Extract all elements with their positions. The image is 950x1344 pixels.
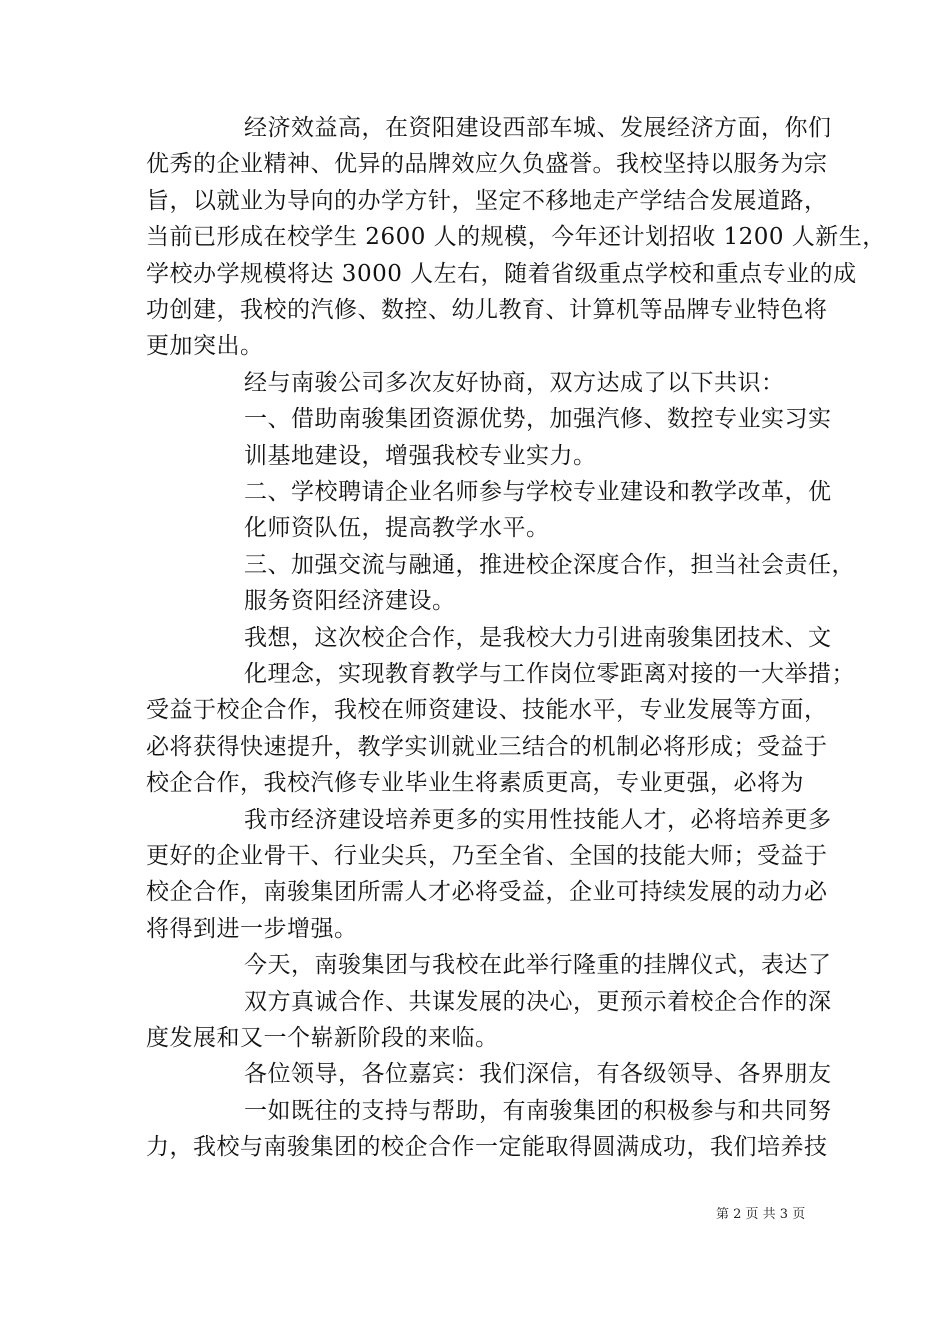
text-line: 今天，南骏集团与我校在此举行隆重的挂牌仪式，表达了 — [244, 952, 832, 979]
text-line: 各位领导，各位嘉宾：我们深信，有各级领导、各界朋友 — [244, 1061, 832, 1088]
text-line: 三、加强交流与融通，推进校企深度合作，担当社会责任， — [244, 551, 855, 578]
text-line: 度发展和又一个崭新阶段的来临。 — [146, 1025, 499, 1051]
text-line: 二、学校聘请企业名师参与学校专业建设和教学改革，优 — [244, 479, 832, 505]
text-line: 必将获得快速提升，教学实训就业三结合的机制必将形成；受益于 — [146, 733, 828, 760]
text-line: 我想，这次校企合作，是我校大力引进南骏集团技术、文 — [244, 624, 832, 651]
text-line: 更加突出。 — [146, 333, 264, 360]
text-line: 化理念，实现教育教学与工作岗位零距离对接的一大举措； — [244, 661, 855, 687]
text-line: 双方真诚合作、共谋发展的决心，更预示着校企合作的深 — [244, 988, 832, 1015]
page-number: 第 2 页 共 3 页 — [716, 1207, 806, 1222]
text-line: 训基地建设，增强我校专业实力。 — [244, 442, 597, 469]
text-line: 将得到进一步增强。 — [146, 915, 358, 942]
text-line: 化师资队伍，提高教学水平。 — [244, 515, 550, 542]
text-line: 学校办学规模将达 3000 人左右，随着省级重点学校和重点专业的成 — [146, 260, 857, 287]
text-line: 校企合作，我校汽修专业毕业生将素质更高，专业更强，必将为 — [146, 770, 804, 797]
text-line: 力，我校与南骏集团的校企合作一定能取得圆满成功，我们培养技 — [146, 1134, 828, 1161]
text-line: 校企合作，南骏集团所需人才必将受益，企业可持续发展的动力必 — [146, 879, 828, 906]
text-line: 旨，以就业为导向的办学方针，坚定不移地走产学结合发展道路， — [146, 187, 828, 214]
text-line: 当前已形成在校学生 2600 人的规模，今年还计划招收 1200 人新生， — [146, 224, 886, 251]
text-line: 服务资阳经济建设。 — [244, 588, 456, 615]
text-line: 功创建，我校的汽修、数控、幼儿教育、计算机等品牌专业特色将 — [146, 297, 828, 323]
text-line: 经济效益高，在资阳建设西部车城、发展经济方面，你们 — [244, 115, 832, 141]
text-line: 经与南骏公司多次友好协商，双方达成了以下共识： — [244, 369, 785, 396]
text-line: 更好的企业骨干、行业尖兵，乃至全省、全国的技能大师；受益于 — [146, 843, 828, 869]
text-line: 一、借助南骏集团资源优势，加强汽修、数控专业实习实 — [244, 406, 832, 433]
text-line: 我市经济建设培养更多的实用性技能人才，必将培养更多 — [244, 806, 832, 833]
text-line: 优秀的企业精神、优异的品牌效应久负盛誉。我校坚持以服务为宗 — [146, 151, 828, 178]
text-line: 一如既往的支持与帮助，有南骏集团的积极参与和共同努 — [244, 1097, 832, 1124]
text-line: 受益于校企合作，我校在师资建设、技能水平，专业发展等方面， — [146, 697, 828, 724]
